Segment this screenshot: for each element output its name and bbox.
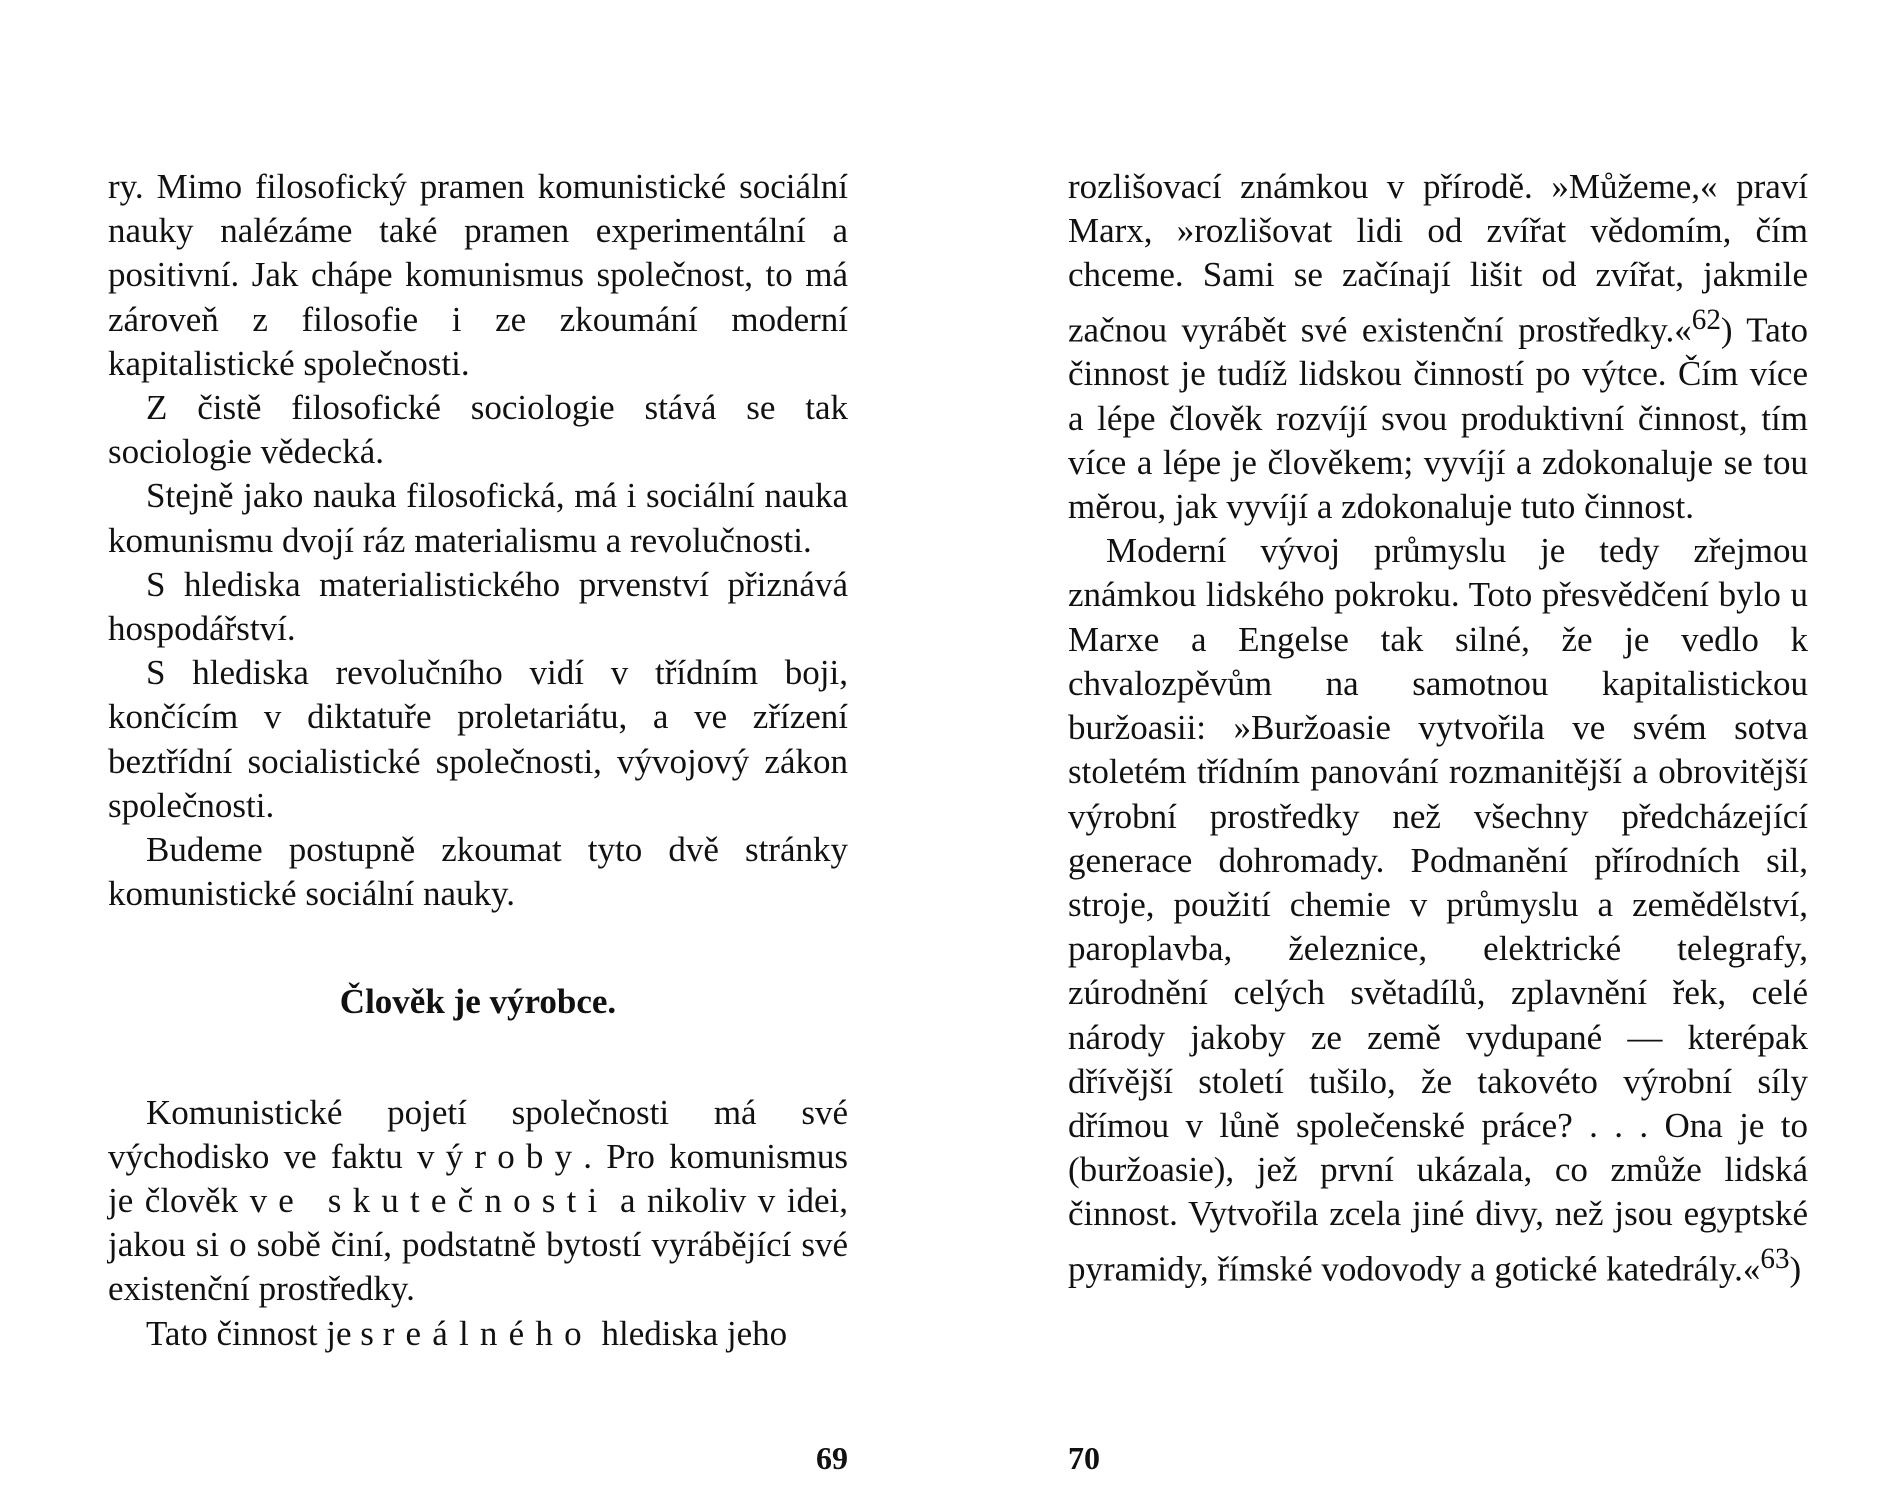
paragraph-2: Z čistě filosofické sociologie stává se tak sociologie vědecká.: [108, 388, 848, 472]
paragraph-1-text-b: ) Tato činnost je tudíž lidskou činností po výtce. Čím více a lépe člověk rozvíjí svou produktivní činnost, tím více a lépe je člověkem; vyvíjí a zdokonaluje se tou měrou, jak vyvíjí a zdokonaluje tuto činnost.: [1068, 310, 1808, 527]
paragraph-1-text-a: rozlišovací známkou v přírodě. »Můžeme,« praví Marx, »rozlišovat lidi od zvířat vědomím, čím chceme. Sami se začínají lišit od zvířat, jakmile začnou vyrábět své existenční prostředky.«: [1068, 167, 1808, 350]
footnote-ref-62: 62: [1691, 303, 1721, 336]
page-number-left: 69: [816, 1440, 848, 1476]
footnote-ref-63: 63: [1760, 1242, 1790, 1275]
paragraph-5: S hlediska revolučního vidí v třídním boji, končícím v diktatuře proletariátu, a ve zřízení beztřídní socialistické společnosti, vývojový zákon společnosti.: [108, 653, 848, 825]
page-number-right: 70: [1068, 1440, 1100, 1476]
section-heading: Člověk je výrobce.: [339, 982, 617, 1022]
paragraph-7-text-e: a nikoliv v idei, jakou si o sobě činí, podstatně bytostí vyrábějící své existenční prostředky.: [108, 1181, 848, 1309]
paragraph-8-text-a: Tato činnost je s: [146, 1313, 383, 1353]
paragraph-1: ry. Mimo filosofický pramen komunistické sociální nauky nalézáme také pramen experimentální a positivní. Jak chápe komunismus společnost, to má zároveň z filosofie i ze zkoumání moderní kapitalistické společnosti.: [108, 167, 848, 383]
paragraph-2-text-b: ): [1789, 1249, 1802, 1289]
left-page: [108, 0, 848, 1500]
spaced-emphasis-vyroby: výroby: [416, 1136, 584, 1176]
paragraph-1: [1068, 165, 1808, 529]
paragraph-6: Budeme postupně zkoumat tyto dvě stránky komunistické sociální nauky.: [108, 830, 848, 914]
paragraph-8: [108, 1312, 848, 1356]
right-page: [1068, 0, 1808, 1500]
paragraph-7-text-c: . Pro komunismus je člověk: [108, 1136, 848, 1221]
paragraph-4: S hlediska materialistického prvenství přiznává hospodářství.: [108, 564, 848, 649]
spaced-emphasis-ve-skutecnosti: ve skutečnosti: [249, 1181, 609, 1221]
paragraph-2: [1068, 529, 1808, 1291]
paragraph-2-text-a: Moderní vývoj průmyslu je tedy zřejmou známkou lidského pokroku. Toto přesvědčení bylo u Marxe a Engelse tak silné, že je vedlo k chvalozpěvům na samotnou kapitalistickou buržoasii: »Buržoasie vytvořila ve svém sotva stoletém třídním panování rozmanitější a obrovitější výrobní prostředky než všechny předcházející generace dohromady. Podmanění přírodních sil, stroje, použití chemie v průmyslu a zemědělství, paroplavba, železnice, elektrické telegrafy, zúrodnění celých světadílů, zplavnění řek, celé národy jakoby ze země vydupané — kterépak dřívější století tušilo, že takovéto výrobní síly dřímou v lůně společenské práce? . . . Ona je to (buržoasie), jež první ukázala, co zmůže lidská činnost. Vytvořila zcela jiné divy, než jsou egyptské pyramidy, římské vodovody a gotické katedrály.«: [1068, 531, 1808, 1289]
paragraph-7-text-a: Komunistické pojetí společnosti má své východisko ve faktu: [108, 1092, 848, 1176]
paragraph-8-text-c: hlediska jeho: [592, 1313, 788, 1353]
right-page-text: [1068, 165, 1808, 1291]
paragraph-3: Stejně jako nauka filosofická, má i sociální nauka komunismu dvojí ráz materialismu a revolučnosti.: [108, 476, 848, 560]
spaced-emphasis-realneho: reálného: [382, 1313, 593, 1353]
left-page-text: [108, 165, 848, 1356]
paragraph-7: [108, 1091, 848, 1312]
